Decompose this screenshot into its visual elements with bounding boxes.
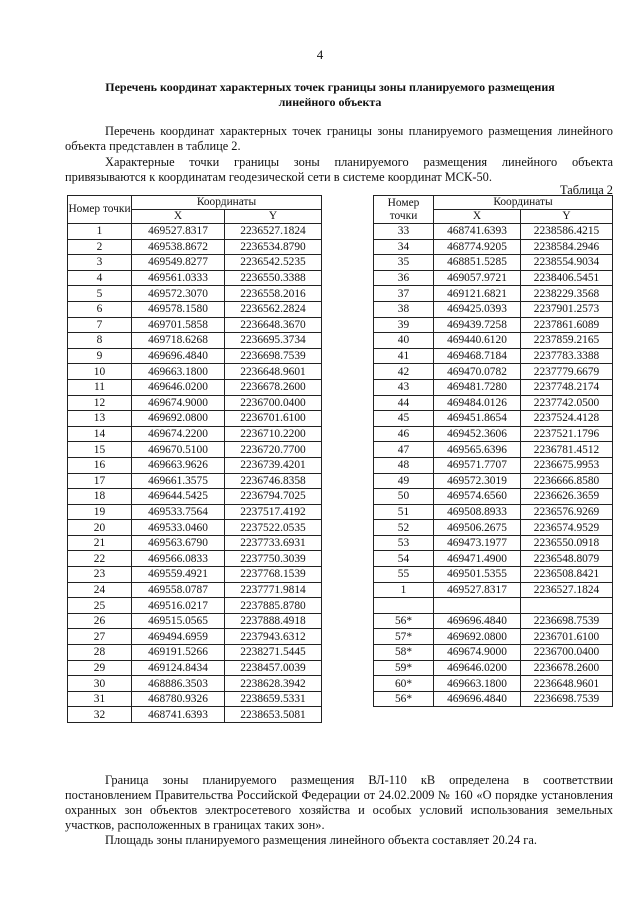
page-number: 4 bbox=[316, 47, 324, 62]
header-x: X bbox=[434, 210, 521, 224]
point-no-cell: 27 bbox=[68, 629, 132, 645]
point-no-cell: 47 bbox=[374, 442, 434, 458]
x-cell: 469701.5858 bbox=[132, 317, 225, 333]
point-no-cell: 57* bbox=[374, 629, 434, 645]
table-row bbox=[374, 567, 613, 583]
x-cell: 468741.6393 bbox=[132, 707, 225, 723]
point-no-cell: 52 bbox=[374, 520, 434, 536]
y-cell: 2237779.6679 bbox=[521, 364, 613, 380]
point-no-cell: 58* bbox=[374, 645, 434, 661]
table-row bbox=[68, 457, 322, 473]
point-no-cell: 2 bbox=[68, 239, 132, 255]
point-no-cell: 6 bbox=[68, 301, 132, 317]
point-no-cell: 3 bbox=[68, 255, 132, 271]
x-cell: 469533.7564 bbox=[132, 504, 225, 520]
point-no-cell: 17 bbox=[68, 473, 132, 489]
x-cell: 468780.9326 bbox=[132, 691, 225, 707]
table-row bbox=[374, 473, 613, 489]
point-no-cell: 15 bbox=[68, 442, 132, 458]
y-cell: 2236574.9529 bbox=[521, 520, 613, 536]
point-no-cell: 24 bbox=[68, 582, 132, 598]
x-cell: 469508.8933 bbox=[434, 504, 521, 520]
point-no-cell: 40 bbox=[374, 333, 434, 349]
y-cell: 2236710.2200 bbox=[225, 426, 322, 442]
x-cell: 469692.0800 bbox=[434, 629, 521, 645]
x-cell: 469563.6790 bbox=[132, 535, 225, 551]
x-cell: 469484.0126 bbox=[434, 395, 521, 411]
point-no-cell: 14 bbox=[68, 426, 132, 442]
x-cell: 469425.0393 bbox=[434, 301, 521, 317]
point-no-cell: 28 bbox=[68, 645, 132, 661]
point-no-cell: 42 bbox=[374, 364, 434, 380]
table-row bbox=[68, 598, 322, 614]
point-no-cell: 50 bbox=[374, 489, 434, 505]
table-row bbox=[374, 364, 613, 380]
x-cell: 469696.4840 bbox=[132, 348, 225, 364]
y-cell: 2238628.3942 bbox=[225, 676, 322, 692]
table-row bbox=[68, 270, 322, 286]
x-cell: 469661.3575 bbox=[132, 473, 225, 489]
table-row bbox=[68, 489, 322, 505]
coordinates-table-right bbox=[373, 195, 613, 707]
point-no-cell: 16 bbox=[68, 457, 132, 473]
point-no-cell: 32 bbox=[68, 707, 132, 723]
y-cell: 2237885.8780 bbox=[225, 598, 322, 614]
y-cell: 2236550.3388 bbox=[225, 270, 322, 286]
point-no-cell: 38 bbox=[374, 301, 434, 317]
y-cell: 2236675.9953 bbox=[521, 457, 613, 473]
y-cell: 2238659.5331 bbox=[225, 691, 322, 707]
x-cell: 469558.0787 bbox=[132, 582, 225, 598]
y-cell: 2237521.1796 bbox=[521, 426, 613, 442]
y-cell: 2237748.2174 bbox=[521, 379, 613, 395]
x-cell: 468851.5285 bbox=[434, 255, 521, 271]
point-no-cell: 31 bbox=[68, 691, 132, 707]
x-cell: 469646.0200 bbox=[132, 379, 225, 395]
x-cell: 468774.9205 bbox=[434, 239, 521, 255]
heading-line-1: Перечень координат характерных точек границы зоны планируемого размещения bbox=[105, 80, 555, 94]
point-no-cell: 1 bbox=[68, 224, 132, 240]
table-row bbox=[68, 286, 322, 302]
table-row bbox=[374, 395, 613, 411]
y-cell: 2236794.7025 bbox=[225, 489, 322, 505]
point-no-cell: 11 bbox=[68, 379, 132, 395]
x-cell: 469571.7707 bbox=[434, 457, 521, 473]
y-cell: 2237750.3039 bbox=[225, 551, 322, 567]
table-row bbox=[68, 301, 322, 317]
x-cell: 468741.6393 bbox=[434, 224, 521, 240]
x-cell: 469451.8654 bbox=[434, 411, 521, 427]
point-no-cell: 8 bbox=[68, 333, 132, 349]
x-cell: 469696.4840 bbox=[434, 691, 521, 707]
y-cell: 2236698.7539 bbox=[225, 348, 322, 364]
x-cell: 469646.0200 bbox=[434, 660, 521, 676]
x-cell: 469527.8317 bbox=[132, 224, 225, 240]
x-cell: 469674.9000 bbox=[132, 395, 225, 411]
header-y: Y bbox=[225, 210, 322, 224]
table-row bbox=[374, 645, 613, 661]
point-no-cell: 49 bbox=[374, 473, 434, 489]
point-no-cell: 48 bbox=[374, 457, 434, 473]
x-cell: 469663.1800 bbox=[132, 364, 225, 380]
y-cell: 2237768.1539 bbox=[225, 567, 322, 583]
y-cell: 2238271.5445 bbox=[225, 645, 322, 661]
table-row bbox=[374, 551, 613, 567]
y-cell: 2236648.3670 bbox=[225, 317, 322, 333]
table-row bbox=[374, 691, 613, 707]
y-cell: 2237742.0500 bbox=[521, 395, 613, 411]
table-row bbox=[68, 473, 322, 489]
table-row bbox=[68, 707, 322, 723]
point-no-cell: 18 bbox=[68, 489, 132, 505]
y-cell: 2238457.0039 bbox=[225, 660, 322, 676]
x-cell: 469121.6821 bbox=[434, 286, 521, 302]
x-cell: 469468.7184 bbox=[434, 348, 521, 364]
point-no-cell: 12 bbox=[68, 395, 132, 411]
blank-row bbox=[374, 598, 613, 614]
table-row bbox=[374, 535, 613, 551]
x-cell: 469644.5425 bbox=[132, 489, 225, 505]
y-cell: 2237943.6312 bbox=[225, 629, 322, 645]
point-no-cell: 56* bbox=[374, 691, 434, 707]
point-no-cell: 35 bbox=[374, 255, 434, 271]
y-cell: 2238584.2946 bbox=[521, 239, 613, 255]
table-row bbox=[374, 270, 613, 286]
x-cell: 469674.2200 bbox=[132, 426, 225, 442]
y-cell: 2237517.4192 bbox=[225, 504, 322, 520]
x-cell: 469501.5355 bbox=[434, 567, 521, 583]
x-cell: 469663.1800 bbox=[434, 676, 521, 692]
table-row bbox=[68, 676, 322, 692]
y-cell: 2238554.9034 bbox=[521, 255, 613, 271]
x-cell: 469439.7258 bbox=[434, 317, 521, 333]
blank-cell bbox=[521, 598, 613, 614]
y-cell: 2236534.8790 bbox=[225, 239, 322, 255]
point-no-cell: 55 bbox=[374, 567, 434, 583]
point-no-cell: 1 bbox=[374, 582, 434, 598]
y-cell: 2237733.6931 bbox=[225, 535, 322, 551]
point-no-cell: 39 bbox=[374, 317, 434, 333]
table-row bbox=[374, 504, 613, 520]
x-cell: 469516.0217 bbox=[132, 598, 225, 614]
y-cell: 2236558.2016 bbox=[225, 286, 322, 302]
table-row bbox=[68, 411, 322, 427]
point-no-cell: 5 bbox=[68, 286, 132, 302]
table-row bbox=[374, 411, 613, 427]
y-cell: 2236576.9269 bbox=[521, 504, 613, 520]
y-cell: 2236626.3659 bbox=[521, 489, 613, 505]
x-cell: 469470.0782 bbox=[434, 364, 521, 380]
table-row bbox=[68, 379, 322, 395]
x-cell: 469481.7280 bbox=[434, 379, 521, 395]
x-cell: 469696.4840 bbox=[434, 613, 521, 629]
heading-line-2: линейного объекта bbox=[278, 95, 382, 109]
blank-cell bbox=[374, 598, 434, 614]
area-paragraph: Площадь зоны планируемого размещения линейного объекта составляет 20.24 га. bbox=[105, 833, 537, 847]
x-cell: 469574.6560 bbox=[434, 489, 521, 505]
header-coords: Координаты bbox=[132, 196, 322, 210]
y-cell: 2236542.5235 bbox=[225, 255, 322, 271]
point-no-cell: 21 bbox=[68, 535, 132, 551]
y-cell: 2236739.4201 bbox=[225, 457, 322, 473]
point-no-cell: 20 bbox=[68, 520, 132, 536]
y-cell: 2238653.5081 bbox=[225, 707, 322, 723]
point-no-cell: 23 bbox=[68, 567, 132, 583]
x-cell: 469533.0460 bbox=[132, 520, 225, 536]
y-cell: 2236700.0400 bbox=[225, 395, 322, 411]
point-no-cell: 36 bbox=[374, 270, 434, 286]
point-no-cell: 59* bbox=[374, 660, 434, 676]
document-heading bbox=[80, 80, 580, 110]
coordinates-table-left bbox=[67, 195, 322, 723]
point-no-cell: 54 bbox=[374, 551, 434, 567]
y-cell: 2238586.4215 bbox=[521, 224, 613, 240]
point-no-cell: 34 bbox=[374, 239, 434, 255]
x-cell: 469124.8434 bbox=[132, 660, 225, 676]
table-row bbox=[374, 239, 613, 255]
table-row bbox=[68, 613, 322, 629]
table-row bbox=[68, 520, 322, 536]
x-cell: 469440.6120 bbox=[434, 333, 521, 349]
y-cell: 2236527.1824 bbox=[225, 224, 322, 240]
x-cell: 469572.3070 bbox=[132, 286, 225, 302]
x-cell: 469057.9721 bbox=[434, 270, 521, 286]
table-row bbox=[374, 286, 613, 302]
y-cell: 2237524.4128 bbox=[521, 411, 613, 427]
table-row bbox=[68, 364, 322, 380]
table-row bbox=[374, 255, 613, 271]
table-row bbox=[374, 457, 613, 473]
x-cell: 469191.5266 bbox=[132, 645, 225, 661]
table-row bbox=[68, 224, 322, 240]
y-cell: 2236648.9601 bbox=[521, 676, 613, 692]
y-cell: 2237901.2573 bbox=[521, 301, 613, 317]
x-cell: 469559.4921 bbox=[132, 567, 225, 583]
x-cell: 469452.3606 bbox=[434, 426, 521, 442]
table-row bbox=[68, 317, 322, 333]
y-cell: 2237888.4918 bbox=[225, 613, 322, 629]
y-cell: 2236648.9601 bbox=[225, 364, 322, 380]
table-row bbox=[68, 255, 322, 271]
x-cell: 469692.0800 bbox=[132, 411, 225, 427]
x-cell: 469473.1977 bbox=[434, 535, 521, 551]
x-cell: 469527.8317 bbox=[434, 582, 521, 598]
x-cell: 469718.6268 bbox=[132, 333, 225, 349]
header-coords: Координаты bbox=[434, 196, 613, 210]
y-cell: 2237861.6089 bbox=[521, 317, 613, 333]
table-row bbox=[68, 582, 322, 598]
x-cell: 469538.8672 bbox=[132, 239, 225, 255]
blank-cell bbox=[434, 598, 521, 614]
table-row bbox=[68, 629, 322, 645]
y-cell: 2237783.3388 bbox=[521, 348, 613, 364]
y-cell: 2236527.1824 bbox=[521, 582, 613, 598]
point-no-cell: 19 bbox=[68, 504, 132, 520]
table-row bbox=[68, 551, 322, 567]
y-cell: 2236508.8421 bbox=[521, 567, 613, 583]
table-row bbox=[68, 442, 322, 458]
point-no-cell: 22 bbox=[68, 551, 132, 567]
x-cell: 469561.0333 bbox=[132, 270, 225, 286]
table-row bbox=[68, 660, 322, 676]
point-no-cell: 44 bbox=[374, 395, 434, 411]
table-row bbox=[68, 348, 322, 364]
table-row bbox=[68, 535, 322, 551]
table-row bbox=[374, 520, 613, 536]
point-no-cell: 51 bbox=[374, 504, 434, 520]
point-no-cell: 10 bbox=[68, 364, 132, 380]
x-cell: 469494.6959 bbox=[132, 629, 225, 645]
x-cell: 469515.0565 bbox=[132, 613, 225, 629]
y-cell: 2236562.2824 bbox=[225, 301, 322, 317]
x-cell: 469674.9000 bbox=[434, 645, 521, 661]
point-no-cell: 26 bbox=[68, 613, 132, 629]
y-cell: 2236701.6100 bbox=[521, 629, 613, 645]
x-cell: 469565.6396 bbox=[434, 442, 521, 458]
table-row bbox=[68, 504, 322, 520]
table-row bbox=[68, 395, 322, 411]
table-row bbox=[68, 567, 322, 583]
point-no-cell: 29 bbox=[68, 660, 132, 676]
point-no-cell: 9 bbox=[68, 348, 132, 364]
y-cell: 2236678.2600 bbox=[521, 660, 613, 676]
table-row bbox=[374, 629, 613, 645]
y-cell: 2236666.8580 bbox=[521, 473, 613, 489]
y-cell: 2236698.7539 bbox=[521, 613, 613, 629]
point-no-cell: 7 bbox=[68, 317, 132, 333]
y-cell: 2238406.5451 bbox=[521, 270, 613, 286]
x-cell: 469471.4900 bbox=[434, 551, 521, 567]
table-row bbox=[68, 426, 322, 442]
y-cell: 2238229.3568 bbox=[521, 286, 613, 302]
table-row bbox=[374, 442, 613, 458]
point-no-cell: 33 bbox=[374, 224, 434, 240]
point-no-cell: 4 bbox=[68, 270, 132, 286]
table-row bbox=[374, 676, 613, 692]
table-row bbox=[374, 317, 613, 333]
intro-paragraph: Перечень координат характерных точек границы зоны планируемого размещения линейного объекта представлен в таблице 2. bbox=[65, 124, 613, 153]
y-cell: 2237771.9814 bbox=[225, 582, 322, 598]
point-no-cell: 25 bbox=[68, 598, 132, 614]
point-no-cell: 30 bbox=[68, 676, 132, 692]
y-cell: 2236700.0400 bbox=[521, 645, 613, 661]
x-cell: 468886.3503 bbox=[132, 676, 225, 692]
point-no-cell: 43 bbox=[374, 379, 434, 395]
x-cell: 469670.5100 bbox=[132, 442, 225, 458]
x-cell: 469572.3019 bbox=[434, 473, 521, 489]
x-cell: 469663.9626 bbox=[132, 457, 225, 473]
y-cell: 2236548.8079 bbox=[521, 551, 613, 567]
table-caption: Таблица 2 bbox=[560, 183, 613, 197]
table-row bbox=[374, 582, 613, 598]
y-cell: 2236781.4512 bbox=[521, 442, 613, 458]
table-row bbox=[68, 645, 322, 661]
table-row bbox=[374, 489, 613, 505]
x-cell: 469566.0833 bbox=[132, 551, 225, 567]
y-cell: 2236695.3734 bbox=[225, 333, 322, 349]
x-cell: 469549.8277 bbox=[132, 255, 225, 271]
table-row bbox=[374, 613, 613, 629]
x-cell: 469506.2675 bbox=[434, 520, 521, 536]
point-no-cell: 45 bbox=[374, 411, 434, 427]
table-row bbox=[374, 333, 613, 349]
point-no-cell: 41 bbox=[374, 348, 434, 364]
point-no-cell: 37 bbox=[374, 286, 434, 302]
point-no-cell: 56* bbox=[374, 613, 434, 629]
boundary-paragraph: Граница зоны планируемого размещения ВЛ-110 кВ определена в соответствии постановлением Правительства Российской Федерации от 24.02.2009 № 160 «О порядке установления охранных зон объектов электросетевого хозяйства и особых условий использования земельных участков, расположенных в границах таких зон». bbox=[65, 773, 613, 832]
y-cell: 2237522.0535 bbox=[225, 520, 322, 536]
table-row bbox=[68, 333, 322, 349]
binding-paragraph: Характерные точки границы зоны планируемого размещения линейного объекта привязываются к координатам геодезической сети в системе координат МСК-50. bbox=[65, 155, 613, 184]
table-row bbox=[374, 379, 613, 395]
y-cell: 2236550.0918 bbox=[521, 535, 613, 551]
header-point-no: Номер точки bbox=[374, 196, 434, 224]
y-cell: 2237859.2165 bbox=[521, 333, 613, 349]
y-cell: 2236746.8358 bbox=[225, 473, 322, 489]
header-point-no: Номер точки bbox=[68, 196, 132, 224]
point-no-cell: 53 bbox=[374, 535, 434, 551]
point-no-cell: 60* bbox=[374, 676, 434, 692]
y-cell: 2236678.2600 bbox=[225, 379, 322, 395]
table-row bbox=[374, 426, 613, 442]
table-row bbox=[68, 691, 322, 707]
table-row bbox=[374, 348, 613, 364]
y-cell: 2236701.6100 bbox=[225, 411, 322, 427]
header-x: X bbox=[132, 210, 225, 224]
table-row bbox=[68, 239, 322, 255]
point-no-cell: 13 bbox=[68, 411, 132, 427]
x-cell: 469578.1580 bbox=[132, 301, 225, 317]
table-row bbox=[374, 224, 613, 240]
y-cell: 2236698.7539 bbox=[521, 691, 613, 707]
table-row bbox=[374, 301, 613, 317]
y-cell: 2236720.7700 bbox=[225, 442, 322, 458]
point-no-cell: 46 bbox=[374, 426, 434, 442]
table-row bbox=[374, 660, 613, 676]
header-y: Y bbox=[521, 210, 613, 224]
